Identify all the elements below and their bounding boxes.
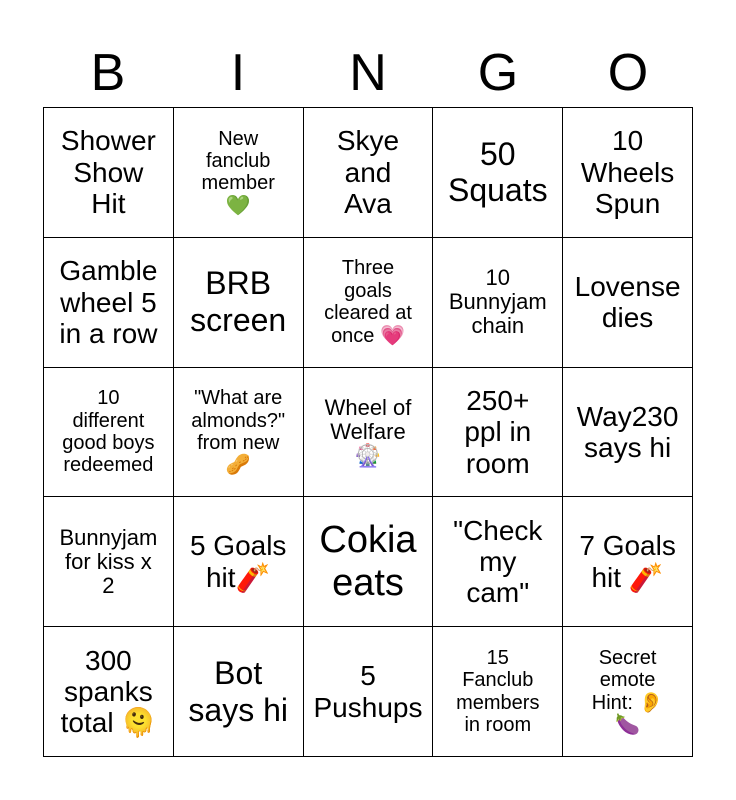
bingo-cell-r4c1[interactable]: Bunnyjam for kiss x 2 xyxy=(44,497,174,627)
bingo-cell-r4c2[interactable]: 5 Goals hit🧨 xyxy=(174,497,304,627)
header-letter-o: O xyxy=(607,44,649,102)
bingo-cell-r3c5[interactable]: Way230 says hi xyxy=(563,368,693,498)
bingo-cell-r1c3[interactable]: Skye and Ava xyxy=(304,108,434,238)
bingo-cell-r2c2[interactable]: BRB screen xyxy=(174,238,304,368)
header-letter-g: G xyxy=(477,44,519,102)
bingo-cell-r5c5[interactable]: Secret emote Hint: 👂 🍆 xyxy=(563,627,693,757)
bingo-cell-r2c5[interactable]: Lovense dies xyxy=(563,238,693,368)
bingo-cell-r3c2[interactable]: "What are almonds?" from new 🥜 xyxy=(174,368,304,498)
bingo-cell-r4c5[interactable]: 7 Goals hit 🧨 xyxy=(563,497,693,627)
bingo-cell-r5c2[interactable]: Bot says hi xyxy=(174,627,304,757)
bingo-cell-r5c3[interactable]: 5 Pushups xyxy=(304,627,434,757)
bingo-cell-r2c4[interactable]: 10 Bunnyjam chain xyxy=(433,238,563,368)
header-letter-i: I xyxy=(230,44,246,102)
bingo-cell-r5c1[interactable]: 300 spanks total 🫠 xyxy=(44,627,174,757)
bingo-cell-r4c4[interactable]: "Check my cam" xyxy=(433,497,563,627)
bingo-cell-r4c3[interactable]: Cokia eats xyxy=(304,497,434,627)
bingo-cell-r2c1[interactable]: Gamble wheel 5 in a row xyxy=(44,238,174,368)
header-letter-b: B xyxy=(90,44,126,102)
bingo-cell-r1c1[interactable]: Shower Show Hit xyxy=(44,108,174,238)
bingo-cell-r1c5[interactable]: 10 Wheels Spun xyxy=(563,108,693,238)
bingo-cell-r5c4[interactable]: 15 Fanclub members in room xyxy=(433,627,563,757)
bingo-card-grid xyxy=(43,107,693,757)
bingo-cell-r2c3[interactable]: Three goals cleared at once 💗 xyxy=(304,238,434,368)
bingo-cell-r3c3[interactable]: Wheel of Welfare 🎡 xyxy=(304,368,434,498)
bingo-cell-r3c4[interactable]: 250+ ppl in room xyxy=(433,368,563,498)
bingo-header xyxy=(43,38,693,108)
header-letter-n: N xyxy=(349,44,387,102)
bingo-cell-r1c2[interactable]: New fanclub member 💚 xyxy=(174,108,304,238)
bingo-cell-r3c1[interactable]: 10 different good boys redeemed xyxy=(44,368,174,498)
bingo-cell-r1c4[interactable]: 50 Squats xyxy=(433,108,563,238)
